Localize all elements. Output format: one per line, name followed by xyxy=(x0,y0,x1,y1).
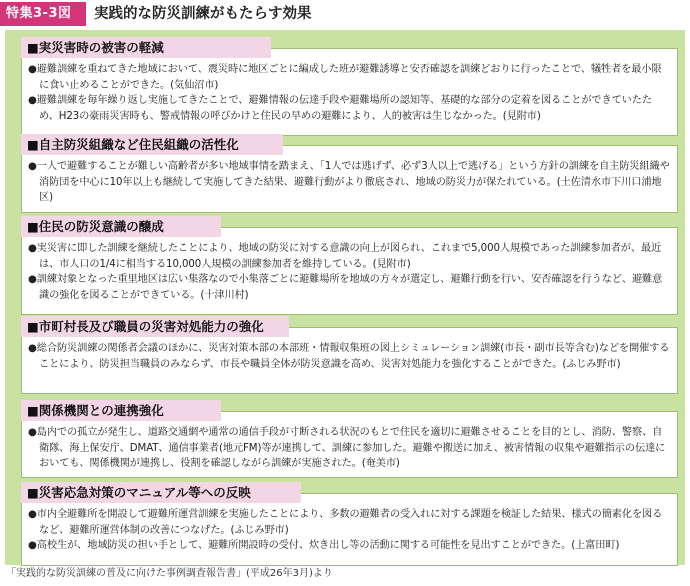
section-heading: ■住民の防災意識の醸成 xyxy=(21,216,221,237)
section-heading: ■自主防災組織など住民組織の活性化 xyxy=(21,134,283,155)
bullet-icon: ● xyxy=(28,161,37,172)
content-panel xyxy=(5,30,685,565)
list-item: ●訓練対象となった重里地区は広い集落なので小集落ごとに避難場所を地域の方々が選定し、避難行動を行い、安否確認を行うなど、避難意識の強化を図ることができている。(十津川村) xyxy=(28,274,663,301)
list-item: ●高校生が、地域防災の担い手として、避難所開設時の受付、炊き出し等の活動に関する可能性を見出すことができた。(上富田町) xyxy=(28,540,620,551)
list-item: ●島内での孤立が発生し、道路交通網や通常の通信手段が寸断される状況のもとで住民を適切に避難させることを目的とし、消防、警察、自衛隊、海上保安庁、DMAT、通信事業者(地元FM)等が連携して、訓練に参加した。避難や搬送に加え、被害情報の収集や避難指示の伝達においても、関係機関が連携し、役割を確認しながら訓練が実施された。(奄美市) xyxy=(28,427,666,469)
source-footnote: 「実践的な防災訓練の普及に向けた事例調査報告書」(平成26年3月)より xyxy=(6,568,333,579)
bullet-icon: ● xyxy=(28,274,37,285)
list-item: ●避難訓練を毎年繰り返し実施してきたことで、避難情報の伝達手段や避難場所の認知等、基礎的な部分の定着を図ることができていたため、H23の豪雨災害時も、警戒情報の呼びかけと住民の早めの避難により、人的被害は生じなかった。(見附市) xyxy=(28,95,652,122)
section-heading: ■市町村長及び職員の災害対処能力の強化 xyxy=(21,316,289,337)
bullet-icon: ● xyxy=(28,243,37,254)
section-heading: ■災害応急対策のマニュアル等への反映 xyxy=(21,482,301,503)
figure-header xyxy=(0,0,690,30)
list-item: ●総合防災訓練の関係者会議のほかに、災害対策本部の本部班・情報収集班の図上シミュレーション訓練(市長・副市長等含む)などを開催することにより、防災担当職員のみならず、市長や職員全体が防災意識を高め、災害対処能力を強化することができた。(ふじみ野市) xyxy=(28,343,670,370)
section-body xyxy=(21,145,678,213)
figure-title: 実践的な防災訓練がもたらす効果 xyxy=(94,6,312,22)
section-body xyxy=(21,327,678,394)
list-item: ●避難訓練を重ねてきた地域において、震災時に地区ごとに編成した班が避難誘導と安否確認を訓練どおりに行ったことで、犠牲者を最小限に食い止めることができた。(気仙沼市) xyxy=(28,64,662,91)
bullet-icon: ● xyxy=(28,509,37,520)
section-body xyxy=(21,411,678,478)
bullet-icon: ● xyxy=(28,343,37,354)
section-heading: ■関係機関との連携強化 xyxy=(21,400,221,421)
list-item: ●実災害に即した訓練を継続したことにより、地域の防災に対する意識の向上が図られ、これまで5,000人規模であった訓練参加者が、最近は、市人口の1/4に相当する10,000人規模の訓練参加者を維持している。(見附市) xyxy=(28,243,662,270)
section-heading: ■実災害時の被害の軽減 xyxy=(21,37,271,58)
section-body xyxy=(21,48,678,136)
section-body xyxy=(21,493,678,566)
list-item: ●一人で避難することが難しい高齢者が多い地域事情を踏まえ、「1人では逃げず、必ず3人以上で逃げる」という方針の訓練を自主防災組織や消防団を中心に10年以上も継続して実施してきた結果、避難行動がより徹底され、地域の防災力が保たれている。(土佐清水市下川口浦地区) xyxy=(28,161,670,203)
list-item: ●市内全避難所を開設して避難所運営訓練を実施したことにより、多数の避難者の受入れに対する課題を検証した結果、様式の簡素化を図るなど、避難所運営体制の改善につなげた。(ふじみ野市) xyxy=(28,509,663,536)
bullet-icon: ● xyxy=(28,427,37,438)
bullet-icon: ● xyxy=(28,95,37,106)
bullet-icon: ● xyxy=(28,540,37,551)
bullet-icon: ● xyxy=(28,64,37,75)
section-body xyxy=(21,227,678,315)
figure-number-badge: 特集3-3図 xyxy=(0,2,86,26)
